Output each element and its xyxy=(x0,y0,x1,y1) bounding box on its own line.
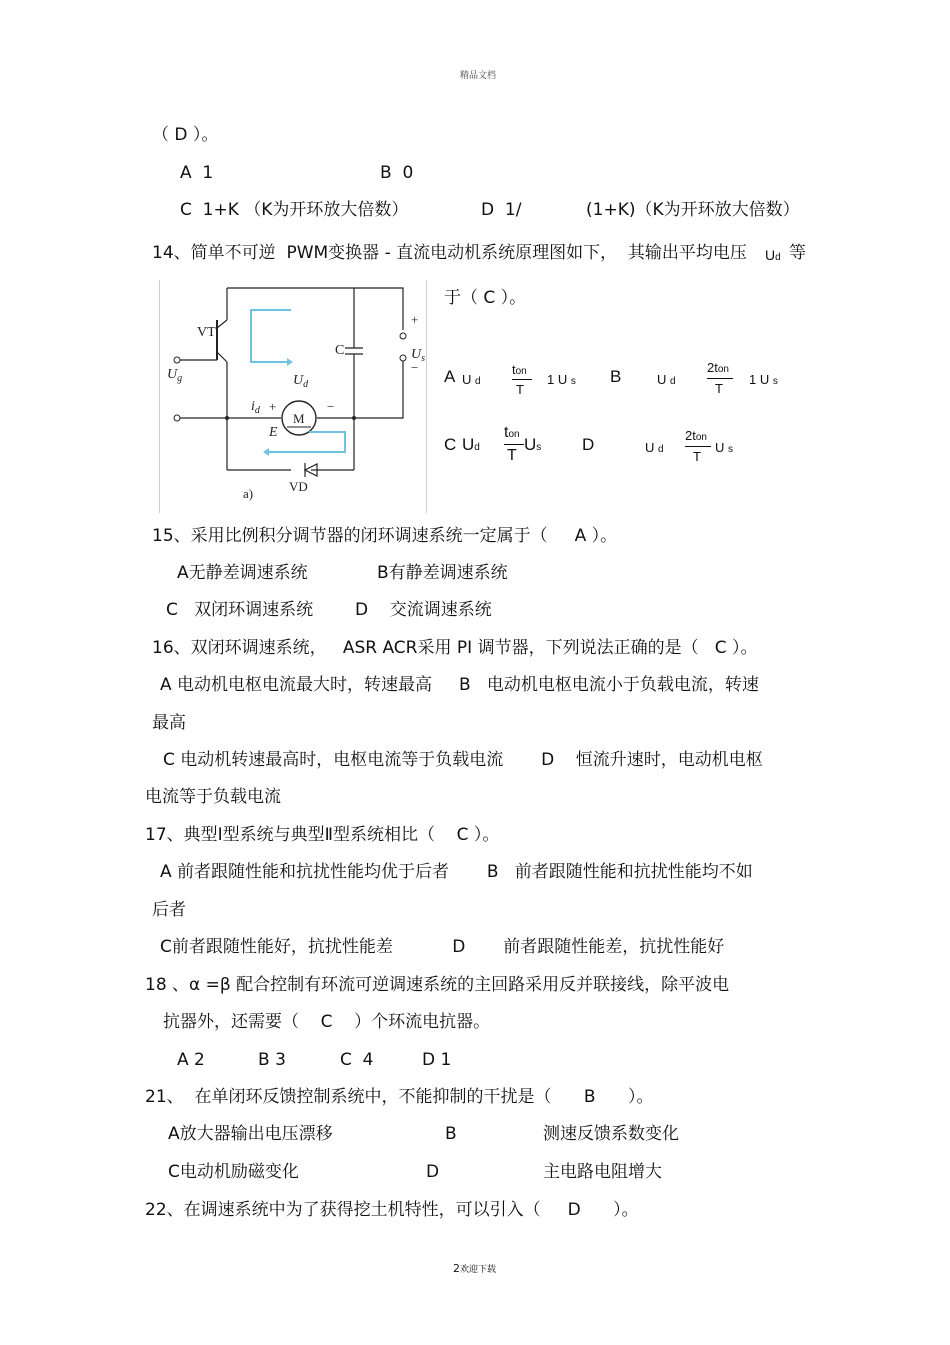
q17-options-ab: A 前者跟随性能和抗扰性能均优于后者 B 前者跟随性能和抗扰性能均不如 xyxy=(160,862,753,882)
fig-label-us: $U_s$ xyxy=(411,347,426,364)
q18-stem: 18 、α =β 配合控制有环流可逆调速系统的主回路采用反并联接线，除平波电 xyxy=(145,975,730,995)
fig-label-minus-motor: − xyxy=(327,399,335,414)
q21-stem: 21、 在单闭环反馈控制系统中，不能抑制的干扰是（ B ）。 xyxy=(145,1087,654,1107)
fig-caption: a) xyxy=(243,486,254,501)
q21-option-b-label: B xyxy=(445,1124,457,1144)
fig-label-id: $i_d$ xyxy=(251,399,260,416)
q17-options-cd: C前者跟随性能好，抗扰性能差 D 前者跟随性能差，抗扰性能好 xyxy=(160,937,725,957)
q14-stem-ud: Ud xyxy=(765,247,781,263)
q14-option-c-label: C xyxy=(444,435,457,454)
q21-option-b-text: 测速反馈系数变化 xyxy=(543,1124,679,1144)
q14-option-d-label: D xyxy=(582,435,595,454)
q15-option-a: A无静差调速系统 xyxy=(177,563,308,583)
q13-option-d-prefix: D 1/ xyxy=(481,200,522,220)
fig-label-plus-motor: + xyxy=(269,399,277,414)
q13-option-b: B 0 xyxy=(380,163,414,183)
fig-label-e: E xyxy=(269,425,278,440)
q16-options-ab: A 电动机电枢电流最大时，转速最高 B 电动机电枢电流小于负载电流，转速 xyxy=(160,675,759,695)
q14-option-c-ud: Ud xyxy=(462,435,480,454)
q13-stem-tail: （ D ）。 xyxy=(152,125,219,145)
pwm-circuit-diagram xyxy=(159,280,427,513)
page-header: 精品文档 xyxy=(460,71,497,81)
page-number: 2 xyxy=(453,1262,460,1275)
q14-option-a-ud: U d xyxy=(462,372,481,387)
q21-option-d-label: D xyxy=(426,1162,440,1182)
fig-label-minus-right: − xyxy=(411,360,419,375)
fig-label-plus-top: + xyxy=(411,312,419,327)
q15-option-d: D 交流调速系统 xyxy=(355,600,492,620)
footer-text: 欢迎下载 xyxy=(460,1265,497,1275)
q15-option-c: C 双闭环调速系统 xyxy=(166,600,314,620)
q16-options-cd: C 电动机转速最高时，电枢电流等于负载电流 D 恒流升速时，电动机电枢 xyxy=(163,750,763,770)
q21-option-d-text: 主电路电阻增大 xyxy=(543,1162,662,1182)
q14-stem: 14、简单不可逆 PWM变换器 - 直流电动机系统原理图如下， 其输出平均电压 xyxy=(152,243,747,263)
q17-stem: 17、典型Ⅰ型系统与典型Ⅱ型系统相比（ C ）。 xyxy=(145,825,500,845)
q16-stem: 16、双闭环调速系统， ASR ACR采用 PI 调节器，下列说法正确的是（ C ）。 xyxy=(152,638,758,658)
page-footer xyxy=(453,1259,496,1280)
q13-option-d-suffix: (1+K)（K为开环放大倍数） xyxy=(586,200,800,220)
fig-label-vt: VT xyxy=(197,325,216,340)
q18-stem-cont: 抗器外，还需要（ C ）个环流电抗器。 xyxy=(163,1012,491,1032)
q21-option-a: A放大器输出电压漂移 xyxy=(168,1124,333,1144)
q14-option-d-us: U s xyxy=(715,440,734,455)
q14-option-b-ud: U d xyxy=(657,372,676,387)
q22-stem: 22、在调速系统中为了获得挖土机特性，可以引入（ D ）。 xyxy=(145,1200,639,1220)
q18-option-b: B 3 xyxy=(258,1050,286,1070)
q15-option-b: B有静差调速系统 xyxy=(377,563,508,583)
fig-label-ug: $U_g$ xyxy=(167,367,183,384)
q14-option-b-label: B xyxy=(610,367,622,386)
q17-options-ab-cont: 后者 xyxy=(152,900,186,920)
q18-option-c: C 4 xyxy=(340,1050,374,1070)
q18-option-d: D 1 xyxy=(422,1050,452,1070)
q14-option-a-label: A xyxy=(444,367,456,386)
q14-option-c-us: Us xyxy=(524,435,542,454)
fig-label-ud: $U_d$ xyxy=(293,373,309,390)
q18-option-a: A 2 xyxy=(177,1050,205,1070)
q14-stem-line2: 于（ C ）。 xyxy=(444,288,527,308)
q15-stem: 15、采用比例积分调节器的闭环调速系统一定属于（ A ）。 xyxy=(152,526,618,546)
q14-option-a-us: 1 U s xyxy=(547,372,576,387)
q13-option-a: A 1 xyxy=(180,163,214,183)
q14-option-d-ud: U d xyxy=(645,440,664,455)
fig-label-c: C xyxy=(335,343,345,358)
q14-option-b-us: 1 U s xyxy=(749,372,778,387)
q21-option-c: C电动机励磁变化 xyxy=(168,1162,299,1182)
q13-option-c: C 1+K （K为开环放大倍数） xyxy=(180,200,409,220)
fig-label-m: M xyxy=(293,411,305,426)
q14-stem-deng: 等 xyxy=(789,243,806,263)
fig-label-vd: VD xyxy=(289,479,308,494)
q16-options-cd-cont: 电流等于负载电流 xyxy=(145,787,281,807)
q16-options-ab-cont: 最高 xyxy=(152,713,186,733)
